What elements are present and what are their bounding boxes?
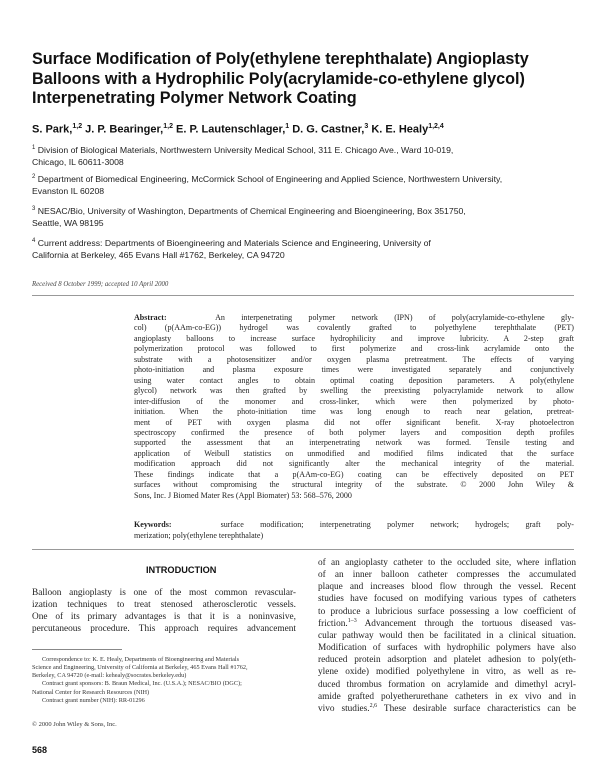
affiliation-line bbox=[32, 171, 577, 185]
abstract-line: glycol) network was then grafted by swelling the preexisting polyacrylamide network to allow bbox=[134, 386, 574, 396]
affiliation-text: Current address: Departments of Bioengineering and Materials Science and Engineering, University of bbox=[37, 237, 431, 248]
abstract-divider bbox=[32, 549, 574, 550]
author-name: K. E. Healy bbox=[371, 123, 429, 136]
footnote-divider bbox=[32, 649, 122, 650]
keywords-text: surface modification; interpenetrating polymer network; hydrogels; graft poly- bbox=[220, 520, 574, 529]
affiliation-number: 4 bbox=[32, 238, 36, 244]
footnote-line: Correspondence to: K. E. Healy, Departments of Bioengineering and Materials bbox=[42, 656, 240, 663]
abstract-line: inter-diffusion of the monomer and cross-linker, which were then polymerized by photo- bbox=[134, 396, 574, 406]
abstract-line: surfaces without compromising the structural integrity of the substrate. © 2000 John Wiley & bbox=[134, 480, 574, 490]
body-line: of an inner balloon catheter compresses the accumulated bbox=[318, 570, 576, 581]
title-line: Balloons with a Hydrophilic Poly(acrylamide-co-ethylene glycol) bbox=[32, 69, 525, 88]
abstract-line: polymerization protocol was followed to first polymerize and cross-link acrylamide onto the bbox=[134, 344, 574, 354]
body-line: Balloon angioplasty is one of the most common revascular- bbox=[32, 588, 296, 598]
abstract-line: Sons, Inc. J Biomed Mater Res (Appl Biomater) 53: 568–576, 2000 bbox=[134, 490, 352, 500]
affiliation-line bbox=[32, 142, 577, 156]
footnotes bbox=[32, 656, 297, 705]
paper-title bbox=[32, 50, 572, 109]
body-line: to produce a lubricious surface possessing a low coefficient of bbox=[318, 606, 576, 617]
keywords-line bbox=[134, 520, 574, 531]
citation-mark: 2,6 bbox=[369, 702, 378, 709]
author-affiliation-mark: 1,2,4 bbox=[428, 123, 444, 130]
affiliation-line bbox=[32, 235, 577, 249]
title-line: Surface Modification of Poly(ethylene terephthalate) Angioplasty bbox=[32, 50, 529, 68]
affiliation-number: 2 bbox=[32, 174, 36, 180]
affiliation-line: Evanston IL 60208 bbox=[32, 186, 105, 197]
citation-mark: 1–3 bbox=[347, 617, 357, 624]
affiliation-text: NESAC/Bio, University of Washington, Departments of Chemical Engineering and Bioengineering, Box 351750, bbox=[37, 205, 466, 216]
author-affiliation-mark: 1,2 bbox=[72, 123, 83, 130]
body-line: One of its primary advantages is that it is a noninvasive, bbox=[32, 612, 296, 623]
abstract-line: initiation. When the photo-initiation time was long enough to reach near gelation, pretreat- bbox=[134, 407, 574, 417]
abstract-line: supported the assessment that an interpenetrating network was formed. Tensile testing and bbox=[134, 438, 574, 448]
body-column-left bbox=[32, 587, 296, 636]
body-text: vivo studies. bbox=[318, 703, 370, 714]
affiliation-line: Chicago, IL 60611-3008 bbox=[32, 157, 124, 168]
affiliation-line: California at Berkeley, 465 Evans Hall #1762, Berkeley, CA 94720 bbox=[32, 250, 285, 261]
abstract-text: An interpenetrating polymer network (IPN) of poly(acrylamide-co-ethylene gly- bbox=[215, 313, 574, 322]
abstract-line: modification approach did not significantly alter the mechanical integrity of the material. bbox=[134, 459, 574, 469]
body-line: plaque and increases blood flow through the vessel. Recent bbox=[318, 582, 576, 593]
copyright-notice: © 2000 John Wiley & Sons, Inc. bbox=[32, 721, 117, 728]
affiliation-1 bbox=[32, 142, 577, 168]
body-line bbox=[318, 703, 576, 715]
abstract-line: spectroscopy confirmed the presence of both polymer layers and composition depth profiles bbox=[134, 427, 574, 437]
body-text: friction. bbox=[318, 618, 348, 629]
abstract-line bbox=[134, 313, 574, 323]
keywords bbox=[134, 520, 574, 541]
abstract-line: substrate with a photosensitizer and/or oxygen plasma pretreatment. The effects of varying bbox=[134, 354, 574, 364]
affiliation-4 bbox=[32, 235, 577, 261]
footnote-line: Contract grant sponsors: B. Braun Medical, Inc. (U.S.A.); NESAC/BIO (DGC); bbox=[42, 680, 242, 688]
affiliation-line: Seattle, WA 98195 bbox=[32, 218, 104, 229]
body-text: These desirable surface characteristics can be bbox=[377, 703, 576, 714]
abstract-line: using water contact angles to obtain optimal coating deposition parameters. A poly(ethylene bbox=[134, 375, 574, 385]
body-line: ylene oxide) modified polyethylene in vitro, as well as re- bbox=[318, 667, 576, 678]
body-line: cular pathway would then be facilitated in a clinical situation. bbox=[318, 630, 576, 641]
author-name: S. Park, bbox=[32, 123, 73, 136]
affiliation-text: Division of Biological Materials, Northwestern University Medical School, 311 E. Chicago Ave., Ward 10-019, bbox=[37, 144, 454, 155]
author-affiliation-mark: 3 bbox=[364, 123, 369, 130]
body-line: amide grafted polyetherurethane catheters in ex vivo and in bbox=[318, 691, 576, 702]
body-line: Modification of surfaces with hydrophilic polymers have also bbox=[318, 643, 576, 654]
abstract-line: photo-initiation and plasma exposure times were investigated separately and conjunctively bbox=[134, 365, 574, 375]
page-number: 568 bbox=[32, 745, 48, 755]
affiliation-number: 3 bbox=[32, 206, 36, 212]
affiliation-line bbox=[32, 203, 577, 217]
body-column-right bbox=[318, 557, 576, 715]
footnote-line: National Center for Research Resources (NIH) bbox=[32, 688, 150, 696]
author-affiliation-mark: 1 bbox=[285, 123, 290, 130]
keywords-line: merization; poly(ethylene terephthalate) bbox=[134, 530, 264, 540]
abstract-label: Abstract: bbox=[134, 313, 167, 322]
abstract-line: angioplasty balloons to increase surface hydrophilicity and improve lubricity. A 2-step graft bbox=[134, 333, 574, 343]
abstract bbox=[134, 313, 574, 501]
abstract-line: application of Weibull statistics on unmodified and modified films indicated that the surface bbox=[134, 448, 574, 458]
body-line: studies have focused on modifying various types of catheters bbox=[318, 594, 576, 605]
body-line: percutaneous procedure. This approach requires advancement bbox=[32, 624, 296, 635]
author-name: E. P. Lautenschlager, bbox=[176, 123, 286, 136]
received-dates: Received 8 October 1999; accepted 10 April 2000 bbox=[32, 281, 169, 288]
affiliation-text: Department of Biomedical Engineering, McCormick School of Engineering and Applied Science, Northwestern University, bbox=[37, 173, 503, 184]
keywords-label: Keywords: bbox=[134, 520, 172, 529]
abstract-line: col) (p(AAm-co-EG)) hydrogel was covalently grafted to polyethylene terephthalate (PET) bbox=[134, 323, 574, 333]
body-line: ization techniques to treat stenosed atherosclerotic vessels. bbox=[32, 600, 296, 611]
body-line bbox=[318, 618, 576, 630]
footnote-line: Contract grant number (NIH): RR-01296 bbox=[42, 696, 145, 704]
body-line: reduced protein adsorption and platelet adhesion to poly(eth- bbox=[318, 655, 576, 666]
footnote-line: Berkeley, CA 94720 (e-mail: kehealy@socrates.berkeley.edu) bbox=[32, 672, 187, 680]
body-text: Advancement through the tortuous diseased vas- bbox=[356, 618, 576, 629]
author-list bbox=[32, 123, 572, 136]
affiliation-3 bbox=[32, 203, 577, 229]
affiliation-number: 1 bbox=[32, 145, 36, 151]
affiliation-2 bbox=[32, 171, 577, 197]
abstract-line: ment of PET with oxygen plasma did not offer significant benefit. X-ray photoelectron bbox=[134, 417, 574, 427]
header-divider bbox=[32, 295, 574, 296]
author-affiliation-mark: 1,2 bbox=[163, 123, 173, 130]
body-line: of an angioplasty catheter to the occluded site, where inflation bbox=[318, 558, 576, 568]
footnote-line: Science and Engineering, University of California at Berkeley, 465 Evans Hall #1762, bbox=[32, 664, 248, 672]
title-line: Interpenetrating Polymer Network Coating bbox=[32, 89, 357, 107]
author-name: J. P. Bearinger, bbox=[85, 123, 164, 136]
body-line: duced thrombus formation on acrylamide and dimethyl acryl- bbox=[318, 679, 576, 690]
author-name: D. G. Castner, bbox=[292, 123, 365, 136]
abstract-line: These findings indicate that a p(AAm-co-EG) coating can be effectively deposited on PET bbox=[134, 469, 574, 479]
section-heading-introduction: INTRODUCTION bbox=[146, 565, 217, 575]
